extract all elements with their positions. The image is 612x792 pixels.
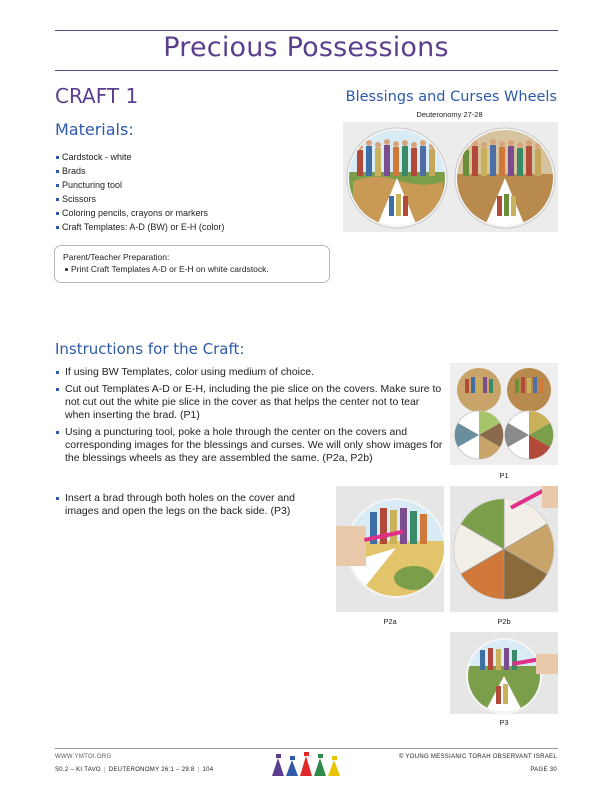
bullet-icon	[56, 184, 59, 187]
logo-icon	[270, 752, 344, 778]
footer-page-number: PAGE 30	[530, 767, 557, 773]
bullet-icon	[56, 431, 59, 434]
title-underline	[55, 70, 558, 71]
footer-lesson-line: S0.2 – KI TAVO | DEUTERONOMY 26:1 – 29:8 | 104	[55, 767, 214, 773]
footer-number: 104	[202, 767, 214, 773]
footer-reference: DEUTERONOMY 26:1 – 29:8	[108, 767, 195, 773]
list-item: Coloring pencils, crayons or markers	[56, 206, 224, 220]
photo-caption-p2a: P2a	[383, 617, 397, 626]
list-item: Using a puncturing tool, poke a hole through the center on the covers and corresponding images for the blessings and curses. We will only show images for the blessings wheels as they are assembled the same. (P2a, P2b)	[56, 426, 444, 465]
bullet-icon	[56, 170, 59, 173]
instructions-heading: Instructions for the Craft:	[55, 340, 245, 358]
footer-website: WWW.YMTOI.ORG	[55, 754, 112, 760]
photo-p3	[450, 632, 558, 714]
bullet-icon	[56, 388, 59, 391]
list-item: Craft Templates: A-D (BW) or E-H (color)	[56, 220, 224, 234]
bullet-icon	[56, 497, 59, 500]
bullet-icon	[56, 198, 59, 201]
photo-caption-p3: P3	[499, 718, 509, 727]
list-item: Brads	[56, 164, 224, 178]
craft-heading: CRAFT 1	[55, 84, 139, 108]
prep-item: Print Craft Templates A-D or E-H on white cardstock.	[63, 263, 321, 276]
bullet-icon	[56, 226, 59, 229]
photo-p1	[450, 363, 558, 465]
materials-list	[56, 150, 224, 234]
instructions-list	[56, 366, 444, 469]
prep-box	[54, 245, 330, 283]
footer-lesson: S0.2 – KI TAVO	[55, 767, 101, 773]
top-rule	[55, 30, 558, 31]
feature-reference: Deuteronomy 27-28	[416, 110, 483, 119]
bullet-icon	[65, 268, 68, 271]
list-item: Insert a brad through both holes on the cover and images and open the legs on the back side. (P3)	[56, 492, 306, 518]
footer-rule	[55, 748, 558, 749]
photo-caption-p1: P1	[499, 471, 509, 480]
bullet-icon	[56, 156, 59, 159]
page-title: Precious Possessions	[163, 32, 449, 63]
footer-copyright: © YOUNG MESSIANIC TORAH OBSERVANT ISRAEL	[398, 754, 557, 760]
wheels-photo	[343, 122, 558, 232]
instructions-list-continued	[56, 492, 306, 522]
feature-title: Blessings and Curses Wheels	[345, 89, 557, 105]
list-item: If using BW Templates, color using medium of choice.	[56, 366, 444, 379]
bullet-icon	[56, 212, 59, 215]
list-item: Cardstock - white	[56, 150, 224, 164]
bullet-icon	[56, 371, 59, 374]
list-item: Scissors	[56, 192, 224, 206]
list-item: Cut out Templates A-D or E-H, including the pie slice on the covers. Make sure to not cut out the white pie slice in the cover as that helps the center not to tear when inserting the brad. (P1)	[56, 383, 444, 422]
photo-p2a	[336, 486, 444, 612]
materials-heading: Materials:	[55, 120, 134, 139]
prep-title: Parent/Teacher Preparation:	[63, 252, 170, 262]
photo-p2b	[450, 486, 558, 612]
list-item: Puncturing tool	[56, 178, 224, 192]
photo-caption-p2b: P2b	[497, 617, 511, 626]
